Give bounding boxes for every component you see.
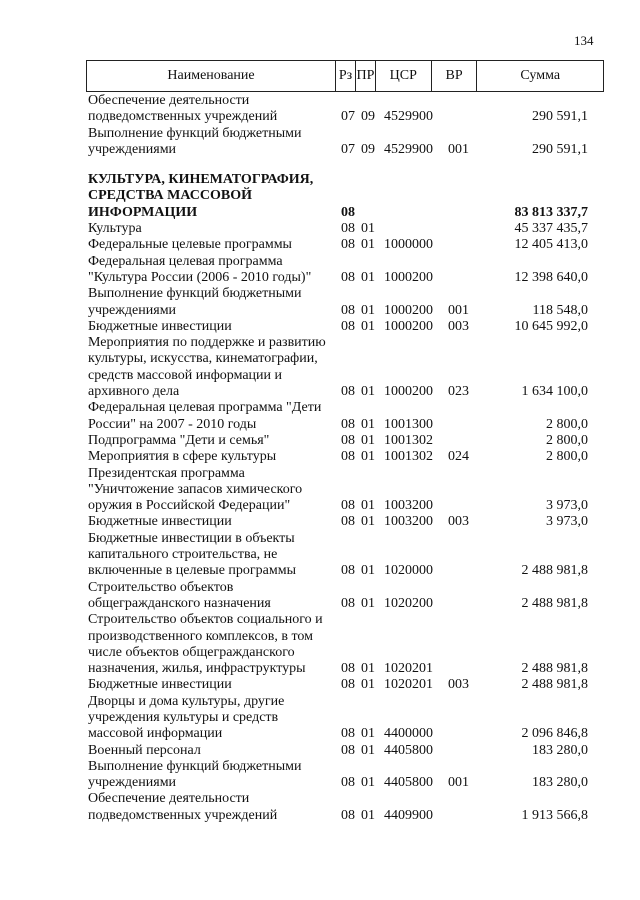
row-csr: 1020201 (384, 661, 433, 677)
row-vr: 001 (448, 302, 469, 318)
row-sum: 1 913 566,8 (521, 807, 588, 823)
row-sum: 290 591,1 (532, 141, 588, 157)
table-row (88, 221, 588, 237)
header-rz: Рз (336, 61, 356, 91)
row-vr: 024 (448, 449, 469, 465)
row-name: Федеральная целевая программа "Дети России" на 2007 - 2010 годы (88, 400, 322, 432)
row-pr: 09 (361, 109, 375, 125)
row-rz: 08 (341, 384, 355, 400)
table-row (88, 237, 588, 253)
row-vr: 023 (448, 384, 469, 400)
row-sum: 118 548,0 (532, 302, 588, 318)
row-pr: 01 (361, 269, 375, 285)
header-vr: ВР (432, 61, 478, 91)
row-vr: 003 (448, 318, 469, 334)
row-csr: 1020200 (384, 595, 433, 611)
row-pr: 01 (361, 221, 375, 237)
row-sum: 3 973,0 (546, 514, 588, 530)
table-body (88, 93, 588, 824)
row-rz: 08 (341, 742, 355, 758)
row-rz: 08 (341, 661, 355, 677)
row-rz: 08 (341, 563, 355, 579)
row-name: Выполнение функций бюджетными учреждениями (88, 758, 302, 791)
row-rz: 08 (341, 302, 355, 318)
row-pr: 01 (361, 416, 375, 432)
row-pr: 01 (361, 775, 375, 791)
row-vr: 001 (448, 141, 469, 157)
table-row (88, 93, 588, 126)
row-csr: 4529900 (384, 141, 433, 157)
table-row (88, 514, 588, 530)
table-row (88, 126, 588, 159)
row-csr: 4529900 (384, 109, 433, 125)
row-name: Выполнение функций бюджетными учреждениями (88, 286, 302, 318)
row-csr: 1001302 (384, 449, 433, 465)
row-pr: 01 (361, 384, 375, 400)
row-sum: 2 800,0 (546, 449, 588, 465)
table-row (88, 743, 588, 759)
header-pr: ПР (356, 61, 376, 91)
row-name: Федеральные целевые программы (88, 237, 292, 253)
row-rz: 08 (341, 514, 355, 530)
header-name: Наименование (87, 61, 336, 91)
row-pr: 01 (361, 302, 375, 318)
row-sum: 183 280,0 (532, 742, 588, 758)
row-rz: 08 (341, 416, 355, 432)
header-csr: ЦСР (376, 61, 432, 91)
row-csr: 4400000 (384, 726, 433, 742)
row-sum: 83 813 337,7 (514, 204, 588, 220)
row-rz: 08 (341, 432, 355, 448)
row-sum: 12 398 640,0 (514, 269, 588, 285)
row-name: Мероприятия по поддержке и развитию культуры, искусства, кинематографии, средств массовой информации и архивного дела (88, 335, 326, 400)
row-rz: 08 (341, 269, 355, 285)
row-name: Бюджетные инвестиции (88, 318, 232, 334)
row-pr: 01 (361, 677, 375, 693)
row-name: КУЛЬТУРА, КИНЕМАТОГРАФИЯ, СРЕДСТВА МАССОВОЙ ИНФОРМАЦИИ (88, 172, 314, 220)
row-sum: 183 280,0 (532, 775, 588, 791)
row-sum: 2 488 981,8 (521, 677, 588, 693)
row-rz: 07 (341, 141, 355, 157)
row-rz: 07 (341, 109, 355, 125)
table-row (88, 531, 588, 580)
row-csr: 1000200 (384, 318, 433, 334)
row-pr: 01 (361, 726, 375, 742)
row-rz: 08 (341, 318, 355, 334)
table-row (88, 694, 588, 743)
row-pr: 01 (361, 595, 375, 611)
row-rz: 08 (341, 204, 355, 220)
row-sum: 3 973,0 (546, 498, 588, 514)
row-rz: 08 (341, 221, 355, 237)
table-row (88, 172, 588, 221)
row-rz: 08 (341, 237, 355, 253)
row-pr: 01 (361, 318, 375, 334)
row-name: Бюджетные инвестиции (88, 677, 232, 693)
table-row (88, 759, 588, 792)
row-csr: 4409900 (384, 807, 433, 823)
row-name: Подпрограмма "Дети и семья" (88, 432, 270, 448)
row-csr: 1020201 (384, 677, 433, 693)
row-csr: 1000200 (384, 384, 433, 400)
row-csr: 1000200 (384, 269, 433, 285)
row-rz: 08 (341, 677, 355, 693)
row-pr: 01 (361, 807, 375, 823)
table-row (88, 319, 588, 335)
table-row (88, 433, 588, 449)
row-rz: 08 (341, 498, 355, 514)
row-sum: 12 405 413,0 (514, 237, 588, 253)
table-row (88, 449, 588, 465)
row-csr: 1000200 (384, 302, 433, 318)
row-name: Обеспечение деятельности подведомственных учреждений (88, 93, 278, 125)
row-name: Обеспечение деятельности подведомственных учреждений (88, 791, 278, 823)
row-name: Строительство объектов общегражданского назначения (88, 579, 271, 611)
row-csr: 1020000 (384, 563, 433, 579)
row-sum: 2 488 981,8 (521, 563, 588, 579)
row-pr: 01 (361, 432, 375, 448)
row-pr: 01 (361, 498, 375, 514)
row-sum: 10 645 992,0 (514, 318, 588, 334)
table-row (88, 286, 588, 319)
row-name: Мероприятия в сфере культуры (88, 449, 277, 465)
row-sum: 2 488 981,8 (521, 661, 588, 677)
row-sum: 2 488 981,8 (521, 595, 588, 611)
table-row (88, 254, 588, 287)
page-number: 134 (574, 33, 594, 48)
row-pr: 01 (361, 514, 375, 530)
table-row (88, 791, 588, 824)
row-pr: 01 (361, 449, 375, 465)
row-vr: 001 (448, 775, 469, 791)
table-row (88, 400, 588, 433)
row-sum: 2 800,0 (546, 416, 588, 432)
header-sum: Сумма (520, 68, 561, 83)
row-sum: 1 634 100,0 (521, 384, 588, 400)
table-row (88, 612, 588, 677)
row-rz: 08 (341, 807, 355, 823)
table-header (86, 60, 604, 92)
row-pr: 01 (361, 661, 375, 677)
row-name: Выполнение функций бюджетными учреждениями (88, 125, 302, 157)
row-sum: 290 591,1 (532, 109, 588, 125)
row-name: Дворцы и дома культуры, другие учреждения культуры и средств массовой информации (88, 693, 285, 742)
row-rz: 08 (341, 449, 355, 465)
row-rz: 08 (341, 775, 355, 791)
row-csr: 1001302 (384, 432, 433, 448)
table-row (88, 466, 588, 515)
table-row (88, 677, 588, 693)
row-rz: 08 (341, 595, 355, 611)
row-name: Федеральная целевая программа "Культура России (2006 - 2010 годы)" (88, 253, 312, 285)
row-csr: 1003200 (384, 514, 433, 530)
row-sum: 45 337 435,7 (514, 221, 588, 237)
table-row (88, 335, 588, 400)
row-csr: 1003200 (384, 498, 433, 514)
row-name: Президентская программа "Уничтожение запасов химического оружия в Российской Федерации" (88, 465, 303, 514)
row-name: Строительство объектов социального и производственного комплексов, в том числе объектов общегражданского назначения, жилья, инфраструктуры (88, 612, 323, 677)
row-pr: 01 (361, 563, 375, 579)
row-sum: 2 096 846,8 (521, 726, 588, 742)
row-csr: 4405800 (384, 775, 433, 791)
row-csr: 1000000 (384, 237, 433, 253)
row-name: Культура (88, 221, 142, 237)
row-vr: 003 (448, 514, 469, 530)
row-pr: 09 (361, 141, 375, 157)
row-pr: 01 (361, 742, 375, 758)
row-name: Бюджетные инвестиции (88, 514, 232, 530)
row-name: Бюджетные инвестиции в объекты капитального строительства, не включенные в целевые программы (88, 530, 297, 579)
row-csr: 4405800 (384, 742, 433, 758)
row-rz: 08 (341, 726, 355, 742)
row-vr: 003 (448, 677, 469, 693)
row-pr: 01 (361, 237, 375, 253)
table-row (88, 580, 588, 613)
row-name: Военный персонал (88, 742, 201, 758)
row-csr: 1001300 (384, 416, 433, 432)
row-sum: 2 800,0 (546, 432, 588, 448)
